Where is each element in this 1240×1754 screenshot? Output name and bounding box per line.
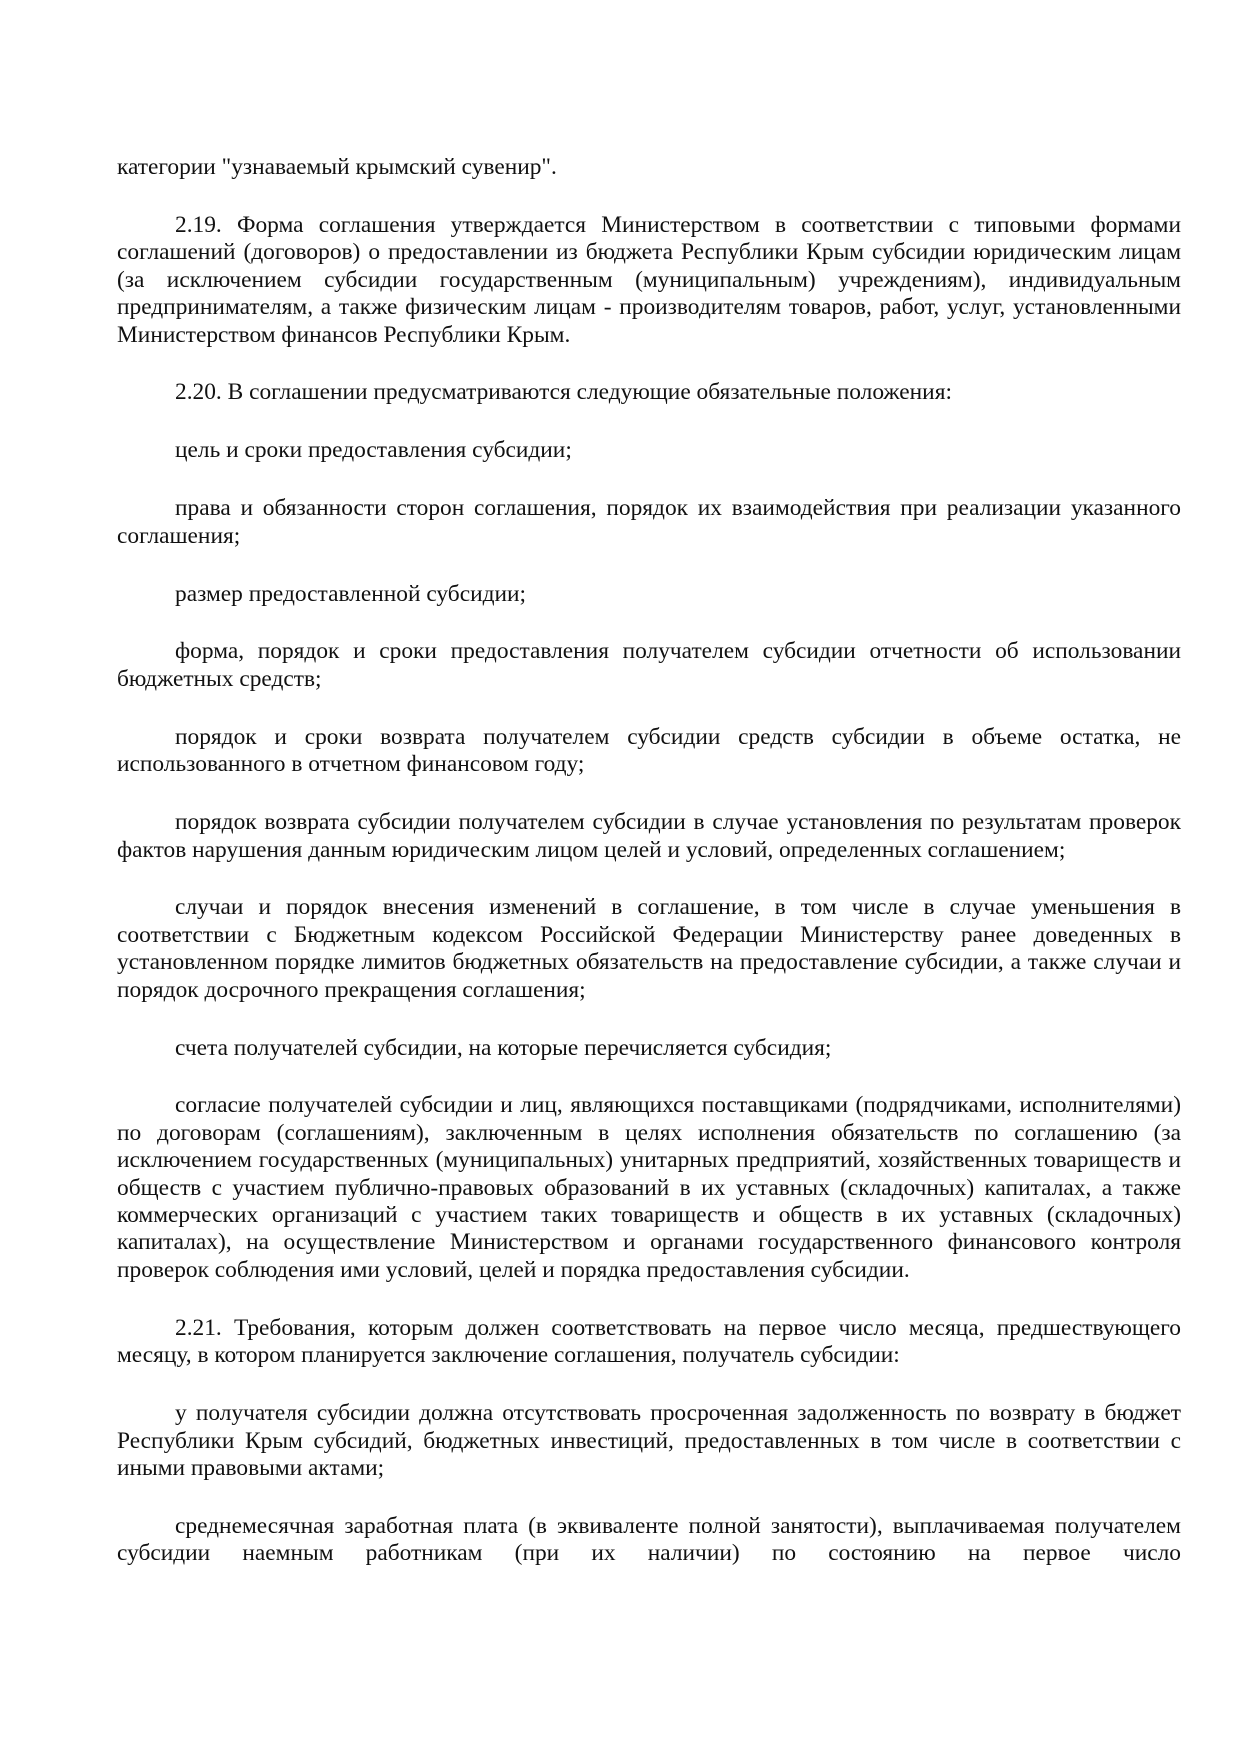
list-item: порядок возврата субсидии получателем субсидии в случае установления по результатам проверок фактов нарушения данным юридическим лицом целей и условий, определенных соглашением; <box>117 809 1181 863</box>
paragraph-2-20: 2.20. В соглашении предусматриваются следующие обязательные положения: <box>175 379 952 406</box>
paragraph-2-21: 2.21. Требования, которым должен соответствовать на первое число месяца, предшествующего месяцу, в котором планируется заключение соглашения, получатель субсидии: <box>117 1314 1181 1369</box>
list-item: цель и сроки предоставления субсидии; <box>175 437 572 464</box>
list-item: порядок и сроки возврата получателем субсидии средств субсидии в объеме остатка, не использованного в отчетном финансовом году; <box>117 723 1181 778</box>
paragraph-continuation: категории "узнаваемый крымский сувенир". <box>117 154 557 180</box>
paragraph-2-19: 2.19. Форма соглашения утверждается Министерством в соответствии с типовыми формами соглашений (договоров) о предоставлении из бюджета Республики Крым субсидии юридическим лицам (за исключением субсидии государственным (муниципальным) учреждениям), индивидуальным предпринимателям, а также физическим лицам - производителям товаров, работ, услуг, установленными Министерством финансов Республики Крым. <box>117 211 1181 348</box>
document-page <box>117 154 1181 1598</box>
list-item: среднемесячная заработная плата (в эквиваленте полной занятости), выплачиваемая получателем субсидии наемным работникам (при их наличии) по состоянию на первое число <box>117 1512 1181 1567</box>
list-item: размер предоставленной субсидии; <box>175 580 527 607</box>
list-item: у получателя субсидии должна отсутствовать просроченная задолженность по возврату в бюджет Республики Крым субсидий, бюджетных инвестиций, предоставленных в том числе в соответствии с иными правовыми актами; <box>117 1400 1181 1481</box>
list-item: права и обязанности сторон соглашения, порядок их взаимодействия при реализации указанного соглашения; <box>117 495 1181 549</box>
list-item: форма, порядок и сроки предоставления получателем субсидии отчетности об использовании бюджетных средств; <box>117 638 1181 692</box>
list-item: счета получателей субсидии, на которые перечисляется субсидия; <box>175 1034 832 1061</box>
list-item: случаи и порядок внесения изменений в соглашение, в том числе в случае уменьшения в соответствии с Бюджетным кодексом Российской Федерации Министерству ранее доведенных в установленном порядке лимитов бюджетных обязательств на предоставление субсидии, а также случаи и порядок досрочного прекращения соглашения; <box>117 894 1181 1003</box>
list-item: согласие получателей субсидии и лиц, являющихся поставщиками (подрядчиками, исполнителями) по договорам (соглашениям), заключенным в целях исполнения обязательств по соглашению (за исключением государственных (муниципальных) унитарных предприятий, хозяйственных товариществ и обществ с участием публично-правовых образований в их уставных (складочных) капиталах, а также коммерческих организаций с участием таких товариществ и обществ в их уставных (складочных) капиталах), на осуществление Министерством и органами государственного финансового контроля проверок соблюдения ими условий, целей и порядка предоставления субсидии. <box>117 1092 1181 1283</box>
